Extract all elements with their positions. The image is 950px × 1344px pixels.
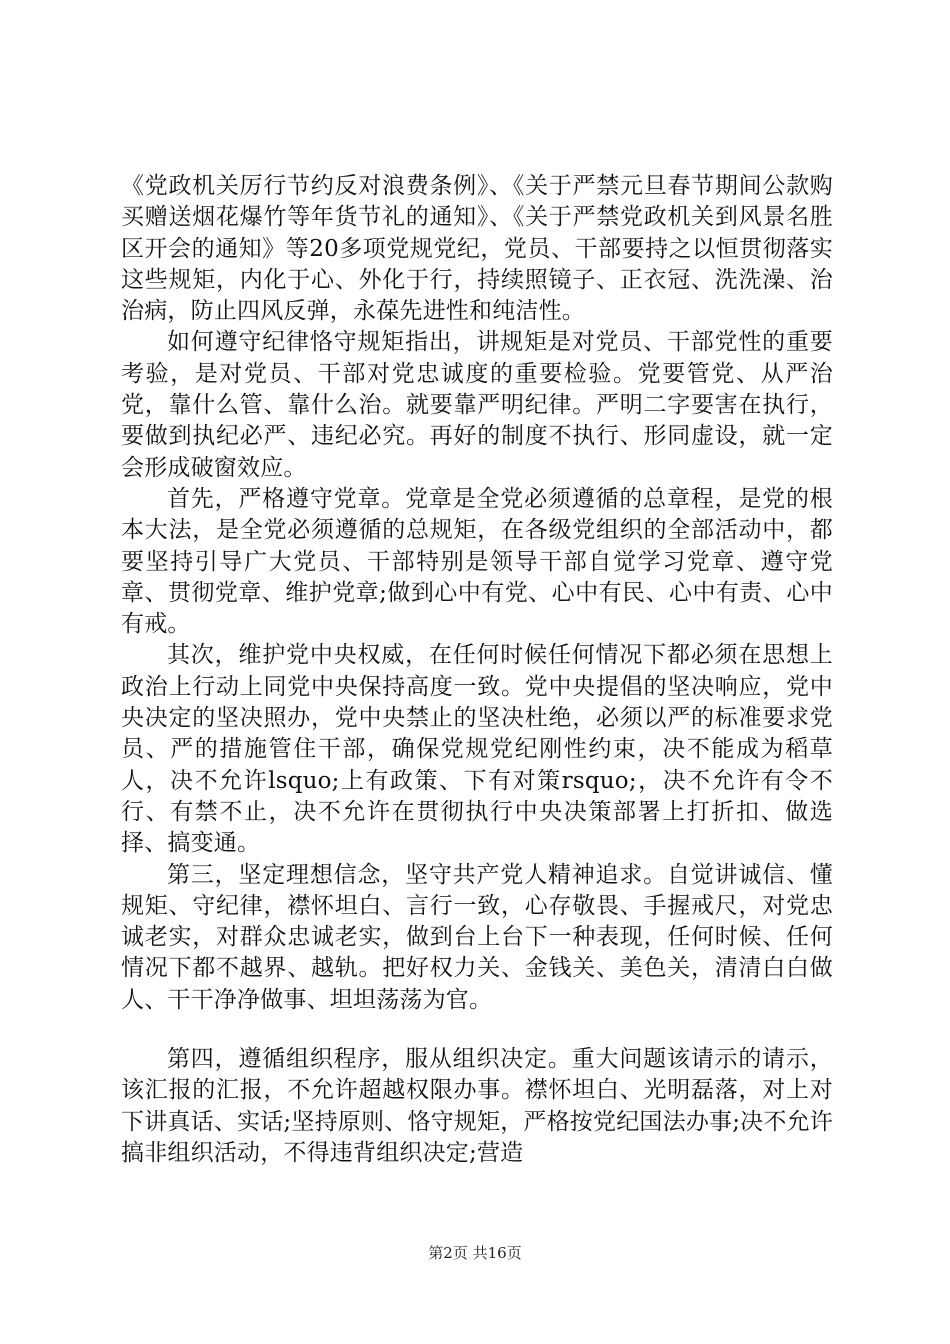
body-text — [121, 171, 833, 1169]
paragraph-4: 其次，维护党中央权威，在任何时候任何情况下都必须在思想上政治上行动上同党中央保持高度一致。党中央提倡的坚决响应，党中央决定的坚决照办，党中央禁止的坚决杜绝，必须以严的标准要求党员、严的措施管住干部，确保党规党纪刚性约束，决不能成为稻草人，决不允许lsquo;上有政策、下有对策rsquo;，决不允许有令不行、有禁不止，决不允许在贯彻执行中央决策部署上打折扣、做选择、搞变通。 — [121, 642, 833, 857]
page-footer: 第2页 共16页 — [428, 1244, 522, 1262]
paragraph-3: 首先，严格遵守党章。党章是全党必须遵循的总章程，是党的根本大法，是全党必须遵循的总规矩，在各级党组织的全部活动中，都要坚持引导广大党员、干部特别是领导干部自觉学习党章、遵守党章、贯彻党章、维护党章;做到心中有党、心中有民、心中有责、心中有戒。 — [121, 485, 833, 638]
paragraph-5: 第三，坚定理想信念，坚守共产党人精神追求。自觉讲诚信、懂规矩、守纪律，襟怀坦白、言行一致，心存敬畏、手握戒尺，对党忠诚老实，对群众忠诚老实，做到台上台下一种表现，任何时候、任何情况下都不越界、越轨。把好权力关、金钱关、美色关，清清白白做人、干干净净做事、坦坦荡荡为官。 — [121, 861, 833, 1013]
paragraph-2: 如何遵守纪律恪守规矩指出，讲规矩是对党员、干部党性的重要考验，是对党员、干部对党忠诚度的重要检验。党要管党、从严治党，靠什么管、靠什么治。就要靠严明纪律。严明二字要害在执行，要做到执纪必严、违纪必究。再好的制度不执行、形同虚设，就一定会形成破窗效应。 — [121, 329, 833, 481]
paragraph-1: 《党政机关厉行节约反对浪费条例》、《关于严禁元旦春节期间公款购买赠送烟花爆竹等年货节礼的通知》、《关于严禁党政机关到风景名胜区开会的通知》等20多项党规党纪，党员、干部要持之以恒贯彻落实这些规矩，内化于心、外化于行，持续照镜子、正衣冠、洗洗澡、治治病，防止四风反弹，永葆先进性和纯洁性。 — [121, 173, 833, 325]
paragraph-6: 第四，遵循组织程序，服从组织决定。重大问题该请示的请示，该汇报的汇报，不允许超越权限办事。襟怀坦白、光明磊落，对上对下讲真话、实话;坚持原则、恪守规矩，严格按党纪国法办事;决不允许搞非组织活动，不得违背组织决定;营造 — [121, 1046, 833, 1166]
